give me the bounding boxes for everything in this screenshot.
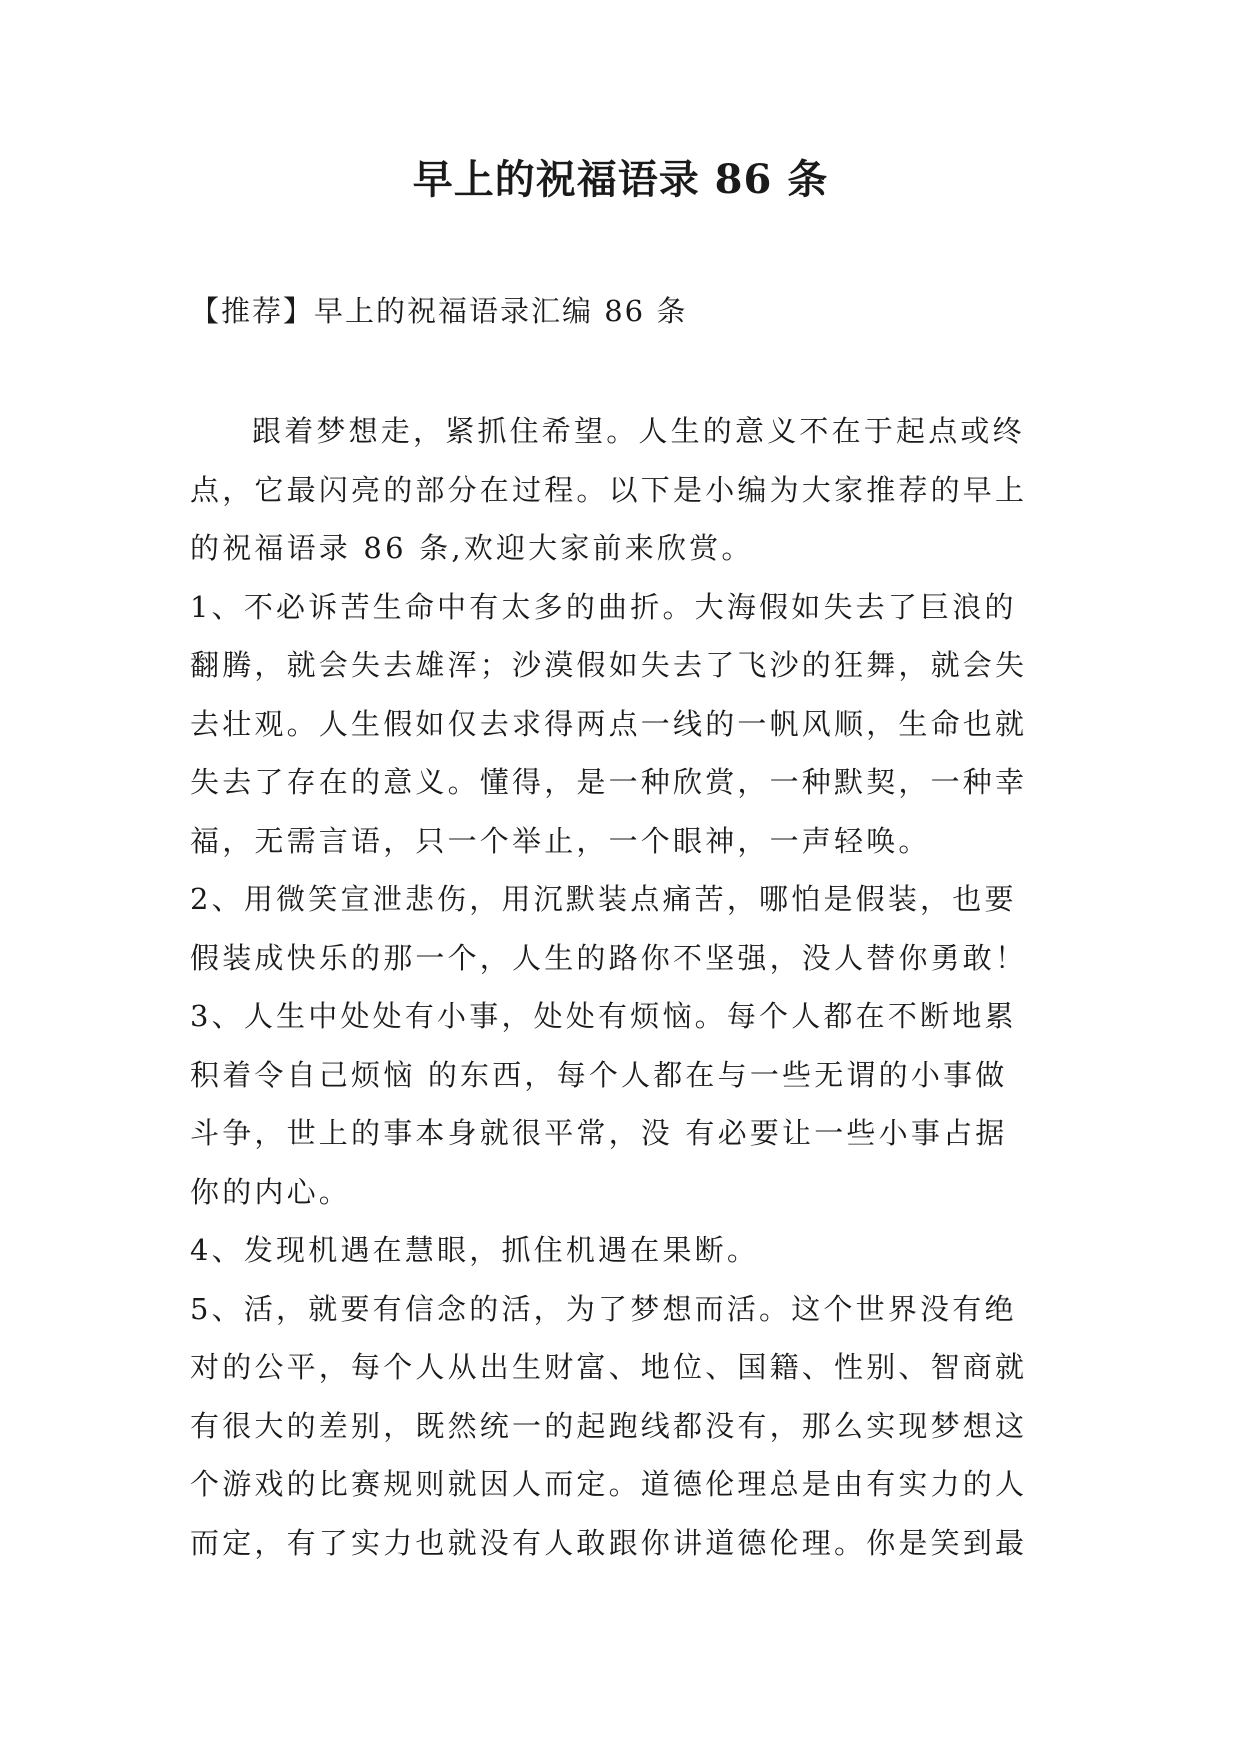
body-line: 有很大的差别，既然统一的起跑线都没有，那么实现梦想这 (190, 1408, 1028, 1443)
document-body (190, 402, 1068, 1572)
body-line: 的祝福语录 86 条,欢迎大家前来欣赏。 (190, 531, 754, 565)
body-line: 对的公平，每个人从出生财富、地位、国籍、性别、智商就 (190, 1350, 1028, 1384)
body-line: 个游戏的比赛规则就因人而定。道德伦理总是由有实力的人 (190, 1467, 1028, 1501)
body-line: 去壮观。人生假如仅去求得两点一线的一帆风顺，生命也就 (190, 706, 1028, 741)
body-line: 5、活，就要有信念的活，为了梦想而活。这个世界没有绝 (190, 1291, 1017, 1326)
body-line: 跟着梦想走，紧抓住希望。人生的意义不在于起点或终 (252, 414, 1025, 448)
body-line: 翻腾，就会失去雄浑；沙漠假如失去了飞沙的狂舞，就会失 (190, 648, 1028, 682)
body-line: 你的内心。 (190, 1174, 352, 1209)
body-line: 斗争，世上的事本身就很平常，没 有必要让一些小事占据 (190, 1116, 1008, 1150)
body-line: 假装成快乐的那一个，人生的路你不坚强，没人替你勇敢！ (190, 940, 1028, 975)
body-line: 1、不必诉苦生命中有太多的曲折。大海假如失去了巨浪的 (190, 589, 1017, 624)
document-title: 早上的祝福语录 86 条 (412, 156, 829, 203)
body-line: 福，无需言语，只一个举止，一个眼神，一声轻唤。 (190, 823, 931, 858)
body-line: 3、人生中处处有小事，处处有烦恼。每个人都在不断地累 (190, 999, 1017, 1033)
document-subtitle: 【推荐】早上的祝福语录汇编 86 条 (190, 294, 688, 328)
body-line: 2、用微笑宣泄悲伤，用沉默装点痛苦，哪怕是假装，也要 (190, 882, 1017, 916)
body-line: 积着令自己烦恼 的东西，每个人都在与一些无谓的小事做 (190, 1057, 1008, 1092)
body-line: 失去了存在的意义。懂得，是一种欣赏，一种默契，一种幸 (190, 765, 1028, 799)
body-line: 而定，有了实力也就没有人敢跟你讲道德伦理。你是笑到最 (190, 1525, 1028, 1560)
body-line: 点，它最闪亮的部分在过程。以下是小编为大家推荐的早上 (190, 472, 1028, 507)
body-line: 4、发现机遇在慧眼，抓住机遇在果断。 (190, 1233, 760, 1267)
